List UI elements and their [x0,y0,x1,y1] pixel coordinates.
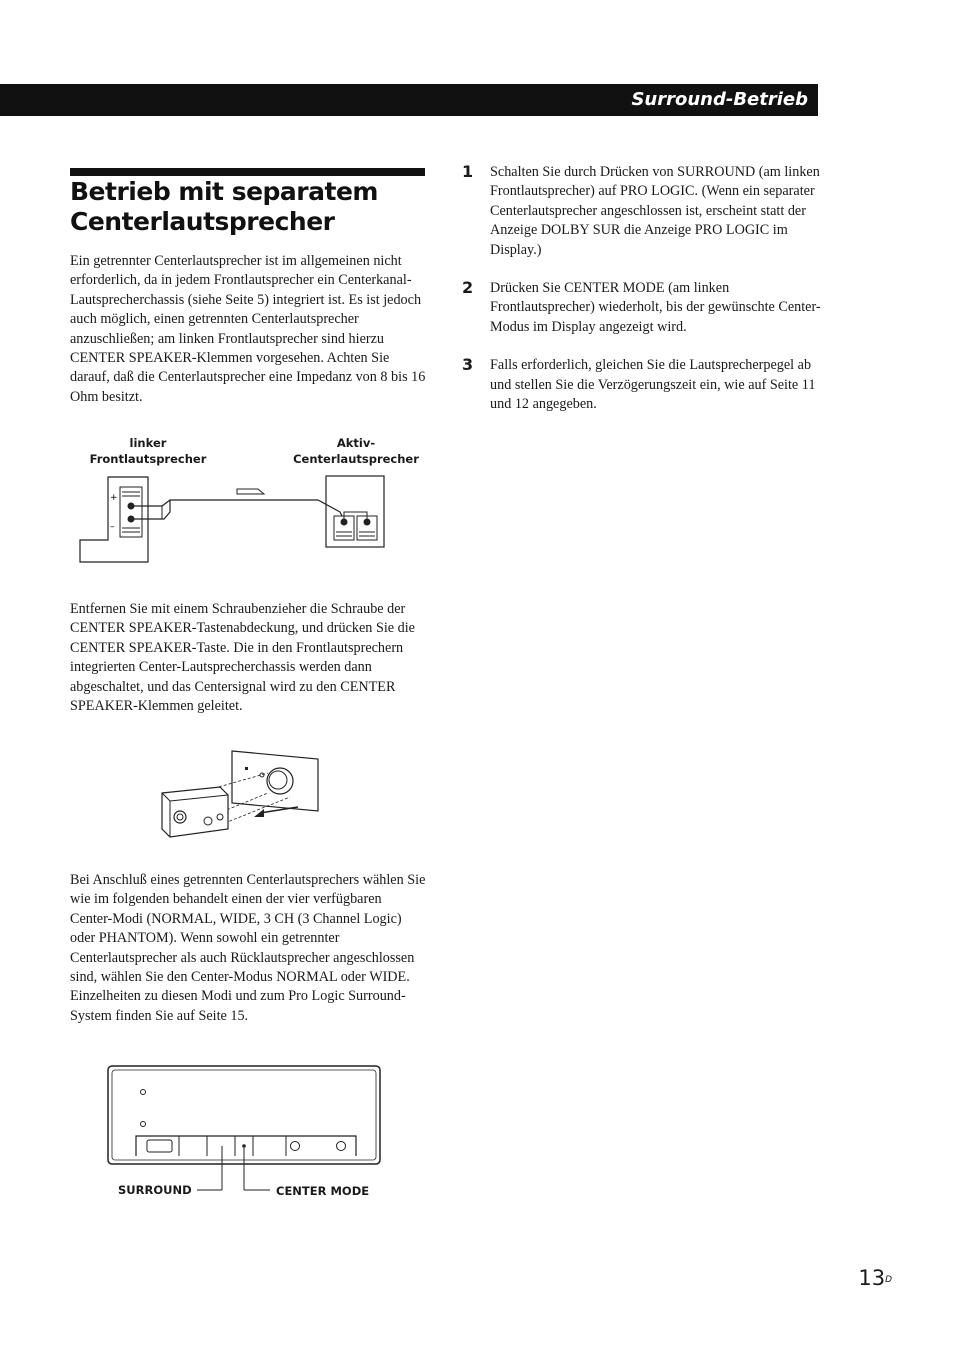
step-number: 3 [462,355,474,375]
intro-paragraph: Ein getrennter Centerlautsprecher ist im allgemeinen nicht erforderlich, da in jedem Frontlautsprecher ein Centerkanal-Lautsprecherchassis (siehe Seite 5) integriert ist. Es ist jedoch auch möglich, einen getrennten Centerlautsprecher anzuschließen; am linken Frontlautsprecher sind hierzu CENTER SPEAKER-Klemmen vorgesehen. Achten Sie darauf, daß die Centerlautsprecher eine Impedanz von 8 bis 16 Ohm besitzt. [70,253,426,405]
page-number [858,1264,892,1292]
cover-removal-drawing [150,745,330,845]
step-text: Schalten Sie durch Drücken von SURROUND (am linken Frontlautsprecher) auf PRO LOGIC. (Wenn ein separater Centerlautsprecher angeschlossen ist, erscheint statt der Anzeige DOLBY SUR die Anzeige PRO LOGIC im Display.) [490,164,820,258]
step-text: Falls erforderlich, gleichen Sie die Lautsprecherpegel ab und stellen Sie die Verzögerungszeit ein, wie auf Seite 11 und 12 angegeben. [490,357,816,413]
step-item [462,279,822,337]
connection-drawing [70,432,430,572]
section-title: Surround-Betrieb [631,89,808,110]
step-number: 2 [462,278,474,298]
mode-paragraph: Bei Anschluß eines getrennten Centerlautsprechers wählen Sie wie im folgenden behandelt einen der vier verfügbaren Center-Modi (NORMAL, WIDE, 3 CH (3 Channel Logic) oder PHANTOM). Wenn sowohl ein getrennter Centerlautsprecher als auch Rücklautsprecher angeschlossen sind, wählen Sie den Center-Modus NORMAL oder WIDE. Einzelheiten zu diesen Modi und zum Pro Logic Surround-System finden Sie auf Seite 15. [70,872,426,1024]
step-text: Drücken Sie CENTER MODE (am linken Frontlautsprecher) wiederholt, bis der gewünschte Center-Modus im Display angezeigt wird. [490,280,821,335]
surround-button-label: SURROUND [118,1183,192,1197]
minus-sign: – [110,522,115,532]
front-panel-diagram [100,1060,400,1210]
plus-sign: + [110,493,118,503]
left-speaker-label: linker Frontlautsprecher [89,436,207,466]
step-item [462,356,822,414]
title-rule [70,168,425,176]
cover-removal-diagram [150,745,330,845]
switch-paragraph: Entfernen Sie mit einem Schraubenzieher die Schraube der CENTER SPEAKER-Tastenabdeckung, und drücken Sie die CENTER SPEAKER-Taste. Die in den Frontlautsprechern integrierten Center-Lautsprecherchassis werden dann abgeschaltet, und das Centersignal wird zu den CENTER SPEAKER-Klemmen geleitet. [70,601,415,715]
page-number-suffix: D [885,1275,892,1285]
step-item [462,163,822,260]
center-speaker-label: Aktiv-Centerlautsprecher [293,436,419,466]
center-mode-button-label: CENTER MODE [276,1184,370,1198]
steps-list [462,163,822,433]
connection-diagram [70,432,430,572]
page-heading: Betrieb mit separatem Centerlautsprecher [70,177,378,236]
page-number-value: 13 [858,1266,886,1290]
section-header-bar [0,84,818,116]
step-number: 1 [462,162,474,181]
